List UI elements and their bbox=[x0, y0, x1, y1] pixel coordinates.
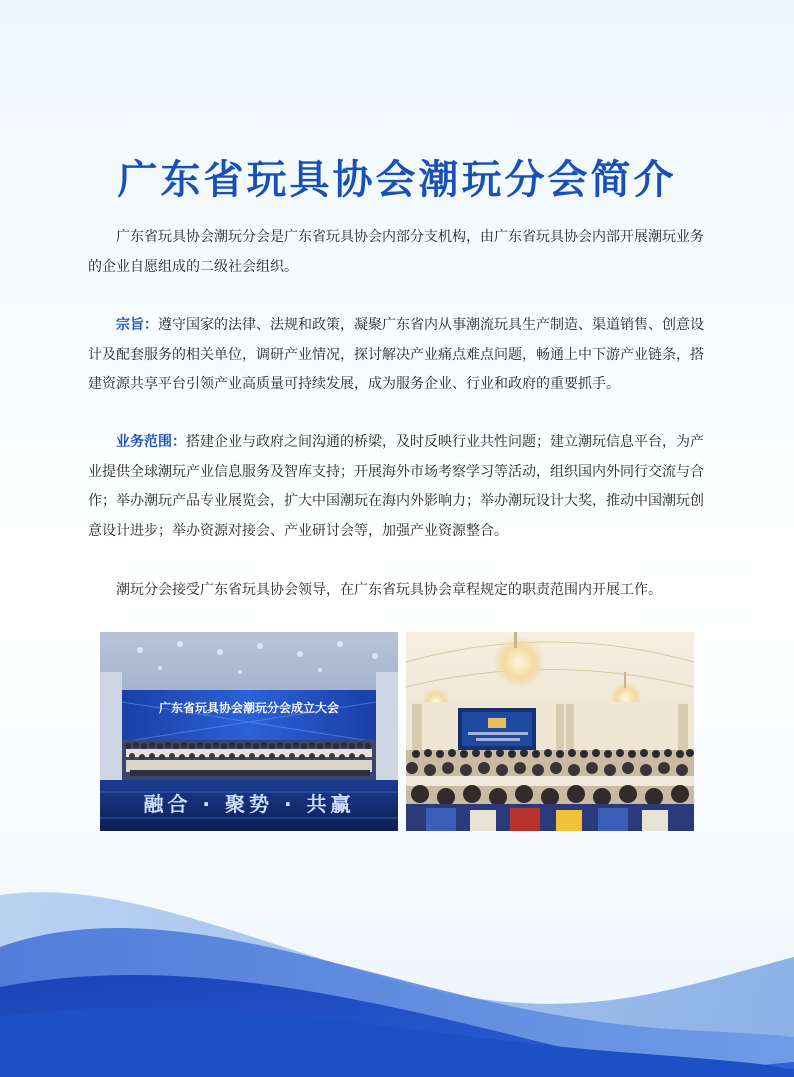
decorative-waves bbox=[0, 837, 794, 1077]
purpose-label: 宗旨： bbox=[116, 317, 158, 333]
founding-ceremony-photo bbox=[100, 632, 398, 831]
stage-floor-text: 融合 · 聚势 · 共赢 bbox=[143, 792, 355, 816]
founding-ceremony-illustration bbox=[100, 632, 398, 831]
closing-paragraph: 潮玩分会接受广东省玩具协会领导，在广东省玩具协会章程规定的职责范围内开展工作。 bbox=[116, 582, 662, 598]
conference-hall-illustration bbox=[406, 632, 694, 831]
scope-label: 业务范围： bbox=[116, 434, 186, 450]
scope-paragraph bbox=[88, 428, 708, 546]
conference-hall-photo bbox=[406, 632, 694, 831]
scope-text: 搭建企业与政府之间沟通的桥梁，及时反映行业共性问题；建立潮玩信息平台，为产业提供全球潮玩产业信息服务及智库支持；开展海外市场考察学习等活动，组织国内外同行交流与合作；举办潮玩产品专业展览会，扩大中国潮玩在海内外影响力；举办潮玩设计大奖，推动中国潮玩创意设计进步；举办资源对接会、产业研讨会等，加强产业资源整合。 bbox=[88, 434, 704, 539]
page-title: 广东省玩具协会潮玩分会简介 bbox=[117, 156, 677, 203]
purpose-text: 遵守国家的法律、法规和政策，凝聚广东省内从事潮流玩具生产制造、渠道销售、创意设计及配套服务的相关单位，调研产业情况，探讨解决产业痛点难点问题，畅通上中下游产业链条，搭建资源共享平台引领产业高质量可持续发展，成为服务企业、行业和政府的重要抓手。 bbox=[88, 317, 704, 392]
purpose-paragraph bbox=[88, 311, 708, 400]
stage-banner-text: 广东省玩具协会潮玩分会成立大会 bbox=[158, 701, 340, 715]
intro-paragraph: 广东省玩具协会潮玩分会是广东省玩具协会内部分支机构，由广东省玩具协会内部开展潮玩业务的企业自愿组成的二级社会组织。 bbox=[88, 229, 704, 275]
